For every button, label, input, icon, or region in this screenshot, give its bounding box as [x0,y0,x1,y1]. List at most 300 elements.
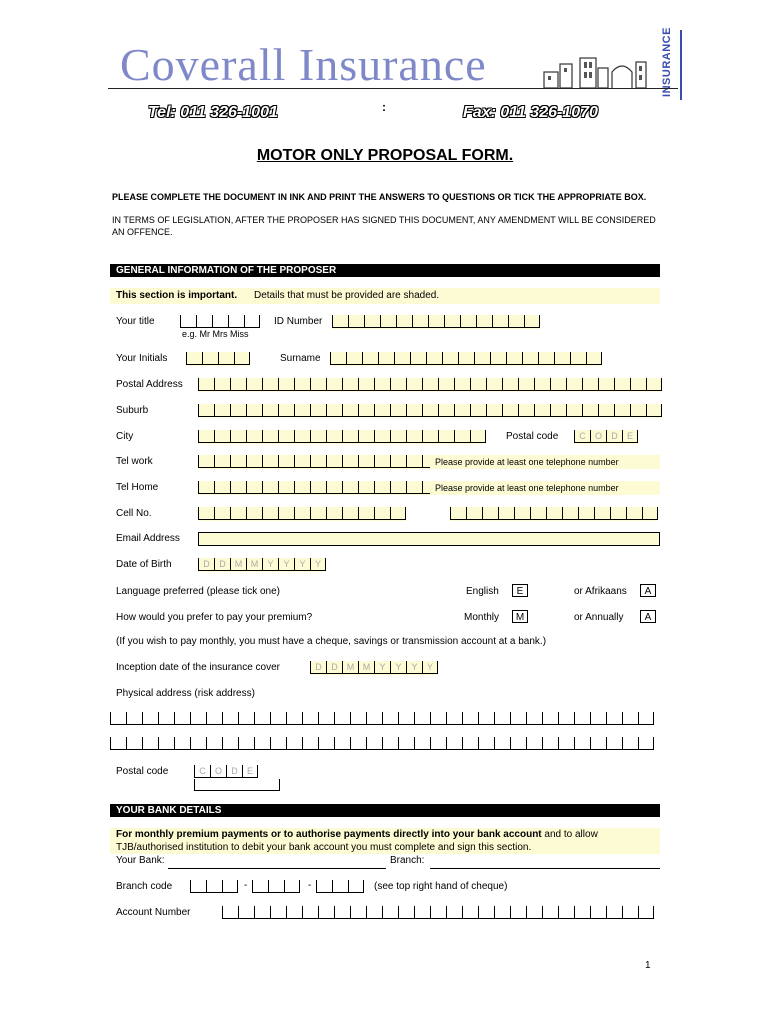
char-box[interactable] [590,737,606,750]
char-box[interactable] [358,404,374,417]
char-box[interactable] [412,315,428,328]
char-box[interactable] [510,906,526,919]
char-box[interactable] [222,712,238,725]
char-box[interactable] [342,507,358,520]
char-box[interactable]: Y [294,558,310,571]
char-box[interactable] [428,315,444,328]
char-box[interactable] [582,378,598,391]
char-box[interactable] [228,315,244,328]
char-box[interactable] [614,378,630,391]
tel-work-field[interactable] [198,455,438,469]
char-box[interactable] [230,481,246,494]
char-box[interactable] [446,906,462,919]
char-box[interactable] [318,906,334,919]
char-box[interactable] [366,737,382,750]
char-box[interactable] [566,378,582,391]
char-box[interactable] [174,712,190,725]
char-box[interactable] [462,906,478,919]
char-box[interactable] [438,378,454,391]
char-box[interactable] [422,430,438,443]
char-box[interactable] [214,404,230,417]
char-box[interactable] [230,507,246,520]
char-box[interactable] [198,378,214,391]
char-box[interactable] [278,378,294,391]
char-box[interactable] [294,455,310,468]
char-box[interactable] [202,352,218,365]
char-box[interactable] [422,404,438,417]
char-box[interactable] [570,352,586,365]
char-box[interactable] [454,378,470,391]
inception-date-field[interactable] [310,661,438,675]
char-box[interactable] [406,430,422,443]
char-box[interactable] [382,737,398,750]
char-box[interactable] [246,378,262,391]
char-box[interactable] [348,880,364,893]
char-box[interactable] [234,352,250,365]
char-box[interactable] [244,315,260,328]
char-box[interactable] [342,481,358,494]
char-box[interactable] [646,404,662,417]
char-box[interactable] [206,712,222,725]
char-box[interactable] [302,737,318,750]
char-box[interactable]: O [590,430,606,443]
char-box[interactable] [514,507,530,520]
char-box[interactable] [198,404,214,417]
char-box[interactable] [466,507,482,520]
char-box[interactable] [350,906,366,919]
char-box[interactable] [454,404,470,417]
char-box[interactable] [270,737,286,750]
char-box[interactable] [110,737,126,750]
char-box[interactable] [594,507,610,520]
char-box[interactable] [126,712,142,725]
char-box[interactable] [558,737,574,750]
char-box[interactable] [558,712,574,725]
char-box[interactable] [342,404,358,417]
char-box[interactable] [330,352,346,365]
char-box[interactable] [350,712,366,725]
char-box[interactable] [450,507,466,520]
char-box[interactable] [394,352,410,365]
char-box[interactable] [486,404,502,417]
char-box[interactable] [284,880,300,893]
char-box[interactable] [476,315,492,328]
char-box[interactable] [406,481,422,494]
char-box[interactable] [246,507,262,520]
char-box[interactable] [626,507,642,520]
char-box[interactable] [222,737,238,750]
char-box[interactable] [190,712,206,725]
char-box[interactable]: D [198,558,214,571]
char-box[interactable] [414,737,430,750]
char-box[interactable] [238,737,254,750]
char-box[interactable] [294,481,310,494]
char-box[interactable] [126,737,142,750]
char-box[interactable] [196,315,212,328]
char-box[interactable] [524,315,540,328]
char-box[interactable] [358,378,374,391]
char-box[interactable] [252,880,268,893]
char-box[interactable] [492,315,508,328]
char-box[interactable] [390,430,406,443]
char-box[interactable]: E [622,430,638,443]
char-box[interactable] [278,507,294,520]
char-box[interactable] [494,712,510,725]
char-box[interactable] [214,507,230,520]
char-box[interactable] [396,315,412,328]
char-box[interactable] [190,880,206,893]
char-box[interactable] [606,712,622,725]
char-box[interactable] [286,906,302,919]
char-box[interactable] [574,737,590,750]
char-box[interactable] [310,455,326,468]
char-box[interactable] [332,880,348,893]
char-box[interactable] [270,906,286,919]
char-box[interactable] [406,455,422,468]
char-box[interactable]: D [606,430,622,443]
char-box[interactable] [254,712,270,725]
char-box[interactable]: Y [310,558,326,571]
char-box[interactable]: M [342,661,358,674]
char-box[interactable] [366,712,382,725]
char-box[interactable]: Y [262,558,278,571]
char-box[interactable] [198,507,214,520]
char-box[interactable] [494,737,510,750]
char-box[interactable] [586,352,602,365]
char-box[interactable] [530,507,546,520]
char-box[interactable] [186,352,202,365]
char-box[interactable] [342,378,358,391]
tel-home-field[interactable] [198,481,438,495]
char-box[interactable] [380,315,396,328]
char-box[interactable] [430,712,446,725]
char-box[interactable] [582,404,598,417]
char-box[interactable] [630,404,646,417]
char-box[interactable] [222,906,238,919]
char-box[interactable] [214,378,230,391]
char-box[interactable]: M [230,558,246,571]
char-box[interactable] [214,481,230,494]
char-box[interactable]: Y [406,661,422,674]
title-field[interactable] [180,315,260,329]
char-box[interactable] [458,352,474,365]
char-box[interactable] [518,404,534,417]
char-box[interactable] [198,430,214,443]
char-box[interactable] [502,378,518,391]
char-box[interactable] [206,880,222,893]
char-box[interactable] [508,315,524,328]
char-box[interactable] [348,315,364,328]
char-box[interactable] [430,906,446,919]
char-box[interactable] [294,404,310,417]
char-box[interactable] [646,378,662,391]
account-number-field[interactable] [222,906,654,920]
char-box[interactable] [550,404,566,417]
char-box[interactable]: D [310,661,326,674]
branch-field[interactable] [430,868,660,869]
char-box[interactable] [534,378,550,391]
char-box[interactable] [550,378,566,391]
cell-field[interactable] [198,507,406,521]
char-box[interactable]: M [358,661,374,674]
char-box[interactable] [518,378,534,391]
char-box[interactable] [374,378,390,391]
char-box[interactable] [318,712,334,725]
char-box[interactable]: D [326,661,342,674]
char-box[interactable] [526,737,542,750]
char-box[interactable] [334,906,350,919]
char-box[interactable] [374,430,390,443]
char-box[interactable] [598,404,614,417]
char-box[interactable] [180,315,196,328]
char-box[interactable]: Y [374,661,390,674]
char-box[interactable] [278,404,294,417]
cell-field-extra[interactable] [450,507,658,521]
annually-checkbox[interactable]: A [640,610,656,623]
char-box[interactable] [638,712,654,725]
char-box[interactable] [470,378,486,391]
char-box[interactable] [542,712,558,725]
char-box[interactable] [310,481,326,494]
char-box[interactable]: E [242,765,258,778]
char-box[interactable] [410,352,426,365]
char-box[interactable] [446,712,462,725]
char-box[interactable] [218,352,234,365]
char-box[interactable] [444,315,460,328]
char-box[interactable] [422,378,438,391]
char-box[interactable] [566,404,582,417]
char-box[interactable] [246,481,262,494]
char-box[interactable] [470,430,486,443]
afrikaans-checkbox[interactable]: A [640,584,656,597]
char-box[interactable] [346,352,362,365]
char-box[interactable] [390,481,406,494]
char-box[interactable] [334,712,350,725]
char-box[interactable]: Y [278,558,294,571]
char-box[interactable] [212,315,228,328]
char-box[interactable] [268,880,284,893]
char-box[interactable]: Y [390,661,406,674]
char-box[interactable] [630,378,646,391]
dob-field[interactable] [198,558,326,572]
char-box[interactable] [334,737,350,750]
english-checkbox[interactable]: E [512,584,528,597]
char-box[interactable] [494,906,510,919]
char-box[interactable] [622,906,638,919]
char-box[interactable] [198,481,214,494]
char-box[interactable] [538,352,554,365]
char-box[interactable] [374,481,390,494]
monthly-checkbox[interactable]: M [512,610,528,623]
char-box[interactable] [358,507,374,520]
char-box[interactable] [478,712,494,725]
char-box[interactable]: M [246,558,262,571]
char-box[interactable] [246,404,262,417]
char-box[interactable] [506,352,522,365]
char-box[interactable] [578,507,594,520]
char-box[interactable] [526,906,542,919]
postal-address-field[interactable] [198,378,662,392]
char-box[interactable] [294,430,310,443]
char-box[interactable] [542,906,558,919]
city-field[interactable] [198,430,486,444]
your-bank-field[interactable] [168,868,386,869]
char-box[interactable] [198,455,214,468]
char-box[interactable] [316,880,332,893]
char-box[interactable] [526,712,542,725]
char-box[interactable] [490,352,506,365]
char-box[interactable] [442,352,458,365]
char-box[interactable] [254,737,270,750]
char-box[interactable] [574,712,590,725]
char-box[interactable] [554,352,570,365]
char-box[interactable] [478,737,494,750]
char-box[interactable] [262,507,278,520]
char-box[interactable] [482,507,498,520]
char-box[interactable] [474,352,490,365]
char-box[interactable] [610,507,626,520]
char-box[interactable] [326,455,342,468]
char-box[interactable] [318,737,334,750]
branch-code-field-2[interactable] [252,880,300,894]
char-box[interactable] [454,430,470,443]
char-box[interactable] [294,378,310,391]
char-box[interactable] [510,712,526,725]
char-box[interactable]: C [194,765,210,778]
char-box[interactable] [382,906,398,919]
char-box[interactable] [364,315,380,328]
email-field[interactable] [198,532,660,546]
char-box[interactable] [222,880,238,893]
char-box[interactable] [534,404,550,417]
char-box[interactable] [470,404,486,417]
char-box[interactable] [498,507,514,520]
id-number-field[interactable] [332,315,540,329]
char-box[interactable] [390,378,406,391]
char-box[interactable] [460,315,476,328]
char-box[interactable] [286,712,302,725]
char-box[interactable] [414,712,430,725]
char-box[interactable] [142,712,158,725]
char-box[interactable] [378,352,394,365]
char-box[interactable] [310,507,326,520]
char-box[interactable] [502,404,518,417]
char-box[interactable] [430,737,446,750]
char-box[interactable] [190,737,206,750]
char-box[interactable] [398,712,414,725]
char-box[interactable] [214,455,230,468]
postal-code-2-field[interactable] [194,765,258,779]
char-box[interactable] [374,404,390,417]
char-box[interactable] [366,906,382,919]
char-box[interactable] [342,455,358,468]
char-box[interactable] [486,378,502,391]
char-box[interactable] [398,737,414,750]
char-box[interactable] [230,404,246,417]
char-box[interactable] [350,737,366,750]
char-box[interactable] [270,712,286,725]
char-box[interactable] [606,737,622,750]
char-box[interactable] [562,507,578,520]
char-box[interactable] [262,378,278,391]
char-box[interactable] [310,404,326,417]
char-box[interactable] [414,906,430,919]
char-box[interactable] [426,352,442,365]
char-box[interactable] [358,455,374,468]
char-box[interactable] [382,712,398,725]
char-box[interactable] [326,430,342,443]
char-box[interactable] [622,712,638,725]
char-box[interactable] [374,455,390,468]
char-box[interactable] [246,455,262,468]
char-box[interactable] [342,430,358,443]
char-box[interactable] [362,352,378,365]
char-box[interactable] [158,737,174,750]
char-box[interactable] [390,455,406,468]
char-box[interactable] [278,430,294,443]
char-box[interactable]: Y [422,661,438,674]
char-box[interactable] [174,737,190,750]
char-box[interactable]: D [214,558,230,571]
char-box[interactable] [642,507,658,520]
char-box[interactable]: C [574,430,590,443]
char-box[interactable] [510,737,526,750]
char-box[interactable] [278,455,294,468]
char-box[interactable] [246,430,262,443]
char-box[interactable] [310,378,326,391]
char-box[interactable] [574,906,590,919]
char-box[interactable] [286,737,302,750]
char-box[interactable] [332,315,348,328]
suburb-field[interactable] [198,404,662,418]
char-box[interactable] [326,378,342,391]
char-box[interactable] [462,712,478,725]
char-box[interactable] [546,507,562,520]
char-box[interactable] [478,906,494,919]
char-box[interactable] [262,481,278,494]
char-box[interactable] [358,430,374,443]
char-box[interactable] [158,712,174,725]
char-box[interactable] [110,712,126,725]
char-box[interactable] [326,507,342,520]
char-box[interactable] [406,378,422,391]
char-box[interactable] [390,507,406,520]
char-box[interactable] [614,404,630,417]
char-box[interactable] [438,404,454,417]
char-box[interactable] [142,737,158,750]
char-box[interactable] [406,404,422,417]
char-box[interactable] [262,430,278,443]
char-box[interactable] [262,404,278,417]
char-box[interactable] [230,430,246,443]
char-box[interactable] [278,481,294,494]
char-box[interactable] [522,352,538,365]
char-box[interactable] [230,378,246,391]
char-box[interactable] [238,712,254,725]
char-box[interactable] [310,430,326,443]
char-box[interactable] [326,481,342,494]
char-box[interactable] [302,712,318,725]
char-box[interactable] [358,481,374,494]
char-box[interactable] [254,906,270,919]
physical-address-field-1[interactable] [110,712,654,726]
char-box[interactable]: D [226,765,242,778]
char-box[interactable] [374,507,390,520]
char-box[interactable] [606,906,622,919]
char-box[interactable] [590,906,606,919]
branch-code-field-1[interactable] [190,880,238,894]
char-box[interactable] [622,737,638,750]
